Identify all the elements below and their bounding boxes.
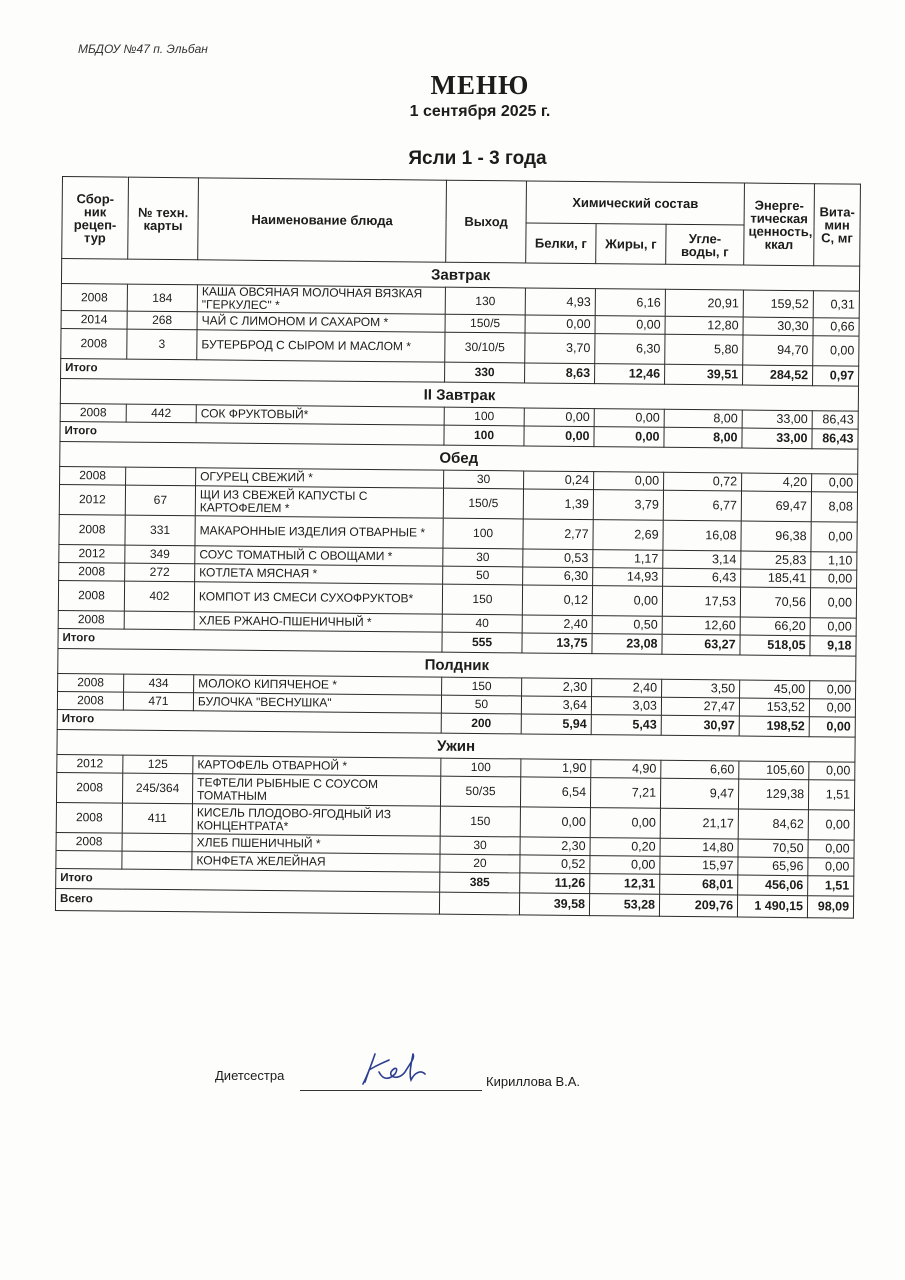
proteins-cell: 6,54: [520, 777, 590, 808]
sbornik-cell: 2008: [60, 403, 126, 422]
tech-card-cell: 125: [123, 755, 193, 774]
sbornik-cell: 2008: [58, 580, 124, 611]
sbornik-cell: 2012: [59, 544, 125, 563]
dish-name-cell: ТЕФТЕЛИ РЫБНЫЕ С СОУСОМ ТОМАТНЫМ: [192, 774, 440, 806]
total-proteins: 13,75: [522, 633, 592, 654]
col-header-proteins: Белки, г: [526, 223, 596, 264]
output-cell: 150: [440, 806, 520, 837]
total-proteins: 11,26: [520, 873, 590, 894]
output-cell: 100: [443, 518, 523, 549]
fats-cell: 3,79: [593, 490, 663, 521]
vitamin-c-cell: 0,00: [810, 588, 856, 618]
dish-name-cell: СОК ФРУКТОВЫЙ*: [196, 405, 444, 425]
vitamin-c-cell: 0,00: [808, 858, 854, 876]
output-cell: 50/35: [440, 776, 520, 807]
energy-cell: 65,96: [738, 857, 808, 876]
col-header-dish-name: Наименование блюда: [198, 178, 447, 262]
vitamin-c-cell: 0,00: [810, 681, 856, 699]
output-cell: 150/5: [445, 314, 525, 333]
sbornik-cell: 2008: [59, 514, 125, 545]
total-carbs: 39,51: [665, 364, 743, 385]
energy-cell: 70,50: [738, 839, 808, 858]
sbornik-cell: 2012: [59, 484, 125, 515]
proteins-cell: 1,39: [523, 489, 593, 520]
total-vitamin-c: 9,18: [810, 636, 856, 656]
carbs-cell: 6,43: [663, 568, 741, 587]
col-header-energy: Энерге-тическая ценность, ккал: [744, 183, 815, 266]
section-title: Завтрак: [61, 259, 859, 292]
dish-name-cell: СОУС ТОМАТНЫЙ С ОВОЩАМИ *: [195, 546, 443, 566]
total-carbs: 68,01: [660, 874, 738, 895]
signature-line: [300, 1090, 482, 1091]
proteins-cell: 3,70: [525, 333, 595, 364]
signature-image: [355, 1050, 445, 1090]
carbs-cell: 20,91: [665, 289, 743, 317]
carbs-cell: 6,60: [661, 760, 739, 779]
tech-card-cell: 331: [125, 515, 195, 546]
sbornik-cell: 2008: [58, 673, 124, 692]
total-proteins: 8,63: [525, 363, 595, 384]
output-cell: 100: [441, 758, 521, 777]
output-cell: 40: [442, 614, 522, 633]
total-label: Итого: [57, 709, 441, 733]
grand-total-energy: 1 490,15: [737, 895, 807, 918]
sbornik-cell: 2008: [60, 466, 126, 485]
total-label: Итого: [56, 868, 440, 892]
proteins-cell: 0,00: [524, 408, 594, 427]
proteins-cell: 2,30: [520, 837, 590, 856]
output-cell: 30: [444, 470, 524, 489]
vitamin-c-cell: 0,00: [811, 570, 857, 588]
tech-card-cell: 3: [127, 329, 197, 360]
menu-date: 1 сентября 2025 г.: [409, 103, 551, 120]
tech-card-cell: 402: [124, 581, 194, 612]
organization-name: МБДОУ №47 п. Эльбан: [78, 42, 208, 56]
carbs-cell: 14,80: [660, 838, 738, 857]
energy-cell: 70,56: [740, 587, 810, 618]
carbs-cell: 27,47: [661, 697, 739, 716]
total-vitamin-c: 0,97: [813, 366, 859, 386]
carbs-cell: 3,50: [662, 679, 740, 698]
total-output: 555: [442, 632, 522, 653]
tech-card-cell: [124, 611, 194, 630]
proteins-cell: 2,40: [522, 615, 592, 634]
col-header-tech-card: № техн. карты: [128, 177, 199, 260]
total-output: 330: [445, 362, 525, 383]
tech-card-cell: 434: [124, 674, 194, 693]
energy-cell: 105,60: [739, 761, 809, 780]
tech-card-cell: 442: [126, 404, 196, 423]
dish-name-cell: КАРТОФЕЛЬ ОТВАРНОЙ *: [193, 756, 441, 776]
fats-cell: 0,50: [592, 616, 662, 635]
age-group-title: Ясли 1 - 3 года: [408, 148, 547, 169]
fats-cell: 0,00: [595, 316, 665, 335]
carbs-cell: 9,47: [660, 778, 738, 809]
output-cell: 50: [441, 695, 521, 714]
vitamin-c-cell: 0,00: [809, 762, 855, 780]
vitamin-c-cell: 8,08: [811, 492, 857, 522]
total-proteins: 0,00: [524, 426, 594, 447]
tech-card-cell: 184: [127, 284, 197, 312]
fats-cell: 3,03: [591, 697, 661, 716]
output-cell: 30/10/5: [445, 332, 525, 363]
vitamin-c-cell: 0,00: [808, 840, 854, 858]
fats-cell: 1,17: [593, 550, 663, 569]
proteins-cell: 2,77: [523, 519, 593, 550]
energy-cell: 84,62: [738, 809, 808, 840]
signature-name: Кириллова В.А.: [486, 1074, 581, 1089]
sbornik-cell: 2008: [56, 772, 122, 803]
fats-cell: 14,93: [593, 568, 663, 587]
energy-cell: 94,70: [743, 335, 813, 366]
total-carbs: 8,00: [664, 427, 742, 448]
carbs-cell: 16,08: [663, 520, 741, 551]
dish-name-cell: КОМПОТ ИЗ СМЕСИ СУХОФРУКТОВ*: [194, 582, 442, 614]
sbornik-cell: 2008: [59, 562, 125, 581]
vitamin-c-cell: 0,00: [812, 474, 858, 492]
grand-total-fats: 53,28: [589, 894, 659, 917]
vitamin-c-cell: 0,00: [808, 810, 854, 840]
carbs-cell: 0,72: [664, 472, 742, 491]
tech-card-cell: 268: [127, 311, 197, 330]
dish-name-cell: КАША ОВСЯНАЯ МОЛОЧНАЯ ВЯЗКАЯ "ГЕРКУЛЕС" *: [197, 285, 445, 314]
dish-name-cell: ЧАЙ С ЛИМОНОМ И САХАРОМ *: [197, 312, 445, 332]
proteins-cell: 0,00: [525, 315, 595, 334]
tech-card-cell: [126, 467, 196, 486]
output-cell: 50: [443, 566, 523, 585]
total-energy: 456,06: [738, 875, 808, 896]
output-cell: 150: [442, 677, 522, 696]
grand-total-output: [439, 892, 519, 915]
total-output: 100: [444, 425, 524, 446]
energy-cell: 66,20: [740, 617, 810, 636]
fats-cell: 0,00: [594, 472, 664, 491]
dish-name-cell: КОНФЕТА ЖЕЛЕЙНАЯ: [192, 852, 440, 872]
tech-card-cell: 67: [125, 485, 195, 516]
total-vitamin-c: 0,00: [809, 717, 855, 737]
signature-role: Диетсестра: [215, 1068, 285, 1083]
grand-total-vitamin-c: 98,09: [807, 896, 853, 918]
tech-card-cell: 245/364: [122, 773, 192, 804]
energy-cell: 96,38: [741, 521, 811, 552]
tech-card-cell: [122, 851, 192, 870]
total-label: Итого: [60, 421, 444, 445]
carbs-cell: 15,97: [660, 856, 738, 875]
energy-cell: 129,38: [738, 779, 808, 810]
total-vitamin-c: 1,51: [808, 876, 854, 896]
proteins-cell: 0,12: [522, 585, 592, 616]
fats-cell: 0,00: [592, 586, 662, 617]
total-fats: 0,00: [594, 427, 664, 448]
fats-cell: 2,69: [593, 520, 663, 551]
carbs-cell: 17,53: [662, 586, 740, 617]
vitamin-c-cell: 1,10: [811, 552, 857, 570]
proteins-cell: 1,90: [521, 759, 591, 778]
proteins-cell: 2,30: [522, 678, 592, 697]
carbs-cell: 8,00: [664, 409, 742, 428]
total-output: 385: [440, 872, 520, 893]
menu-sheet: [55, 176, 860, 919]
vitamin-c-cell: 0,66: [813, 318, 859, 336]
section-title: II Завтрак: [60, 378, 858, 411]
total-fats: 5,43: [591, 715, 661, 736]
sbornik-cell: 2008: [61, 328, 127, 359]
fats-cell: 6,30: [595, 334, 665, 365]
sbornik-cell: [56, 850, 122, 869]
total-vitamin-c: 86,43: [812, 429, 858, 449]
output-cell: 150: [442, 584, 522, 615]
tech-card-cell: [122, 833, 192, 852]
section-title: Обед: [60, 441, 858, 474]
col-header-fats: Жиры, г: [596, 224, 666, 265]
total-fats: 23,08: [592, 634, 662, 655]
carbs-cell: 3,14: [663, 550, 741, 569]
proteins-cell: 0,24: [524, 471, 594, 490]
carbs-cell: 21,17: [660, 808, 738, 839]
tech-card-cell: 349: [125, 545, 195, 564]
energy-cell: 45,00: [740, 680, 810, 699]
vitamin-c-cell: 0,00: [813, 336, 859, 366]
carbs-cell: 12,80: [665, 316, 743, 335]
fats-cell: 0,00: [590, 808, 660, 839]
grand-total-label: Всего: [55, 888, 439, 914]
proteins-cell: 6,30: [523, 567, 593, 586]
col-header-output: Выход: [446, 180, 527, 263]
vitamin-c-cell: 0,00: [810, 618, 856, 636]
col-header-vitamin-c: Вита-мин С, мг: [814, 184, 861, 266]
fats-cell: 0,00: [590, 856, 660, 875]
proteins-cell: 3,64: [521, 696, 591, 715]
output-cell: 30: [440, 836, 520, 855]
tech-card-cell: 471: [123, 692, 193, 711]
tech-card-cell: 272: [125, 563, 195, 582]
menu-table: [55, 176, 861, 919]
carbs-cell: 12,60: [662, 616, 740, 635]
section-title: Полдник: [58, 648, 856, 681]
vitamin-c-cell: 1,51: [808, 780, 854, 810]
vitamin-c-cell: 86,43: [812, 411, 858, 429]
sbornik-cell: 2014: [61, 310, 127, 329]
proteins-cell: 0,52: [520, 855, 590, 874]
total-fats: 12,46: [595, 364, 665, 385]
dish-name-cell: ХЛЕБ РЖАНО-ПШЕНИЧНЫЙ *: [194, 612, 442, 632]
output-cell: 150/5: [443, 488, 523, 519]
section-title: Ужин: [57, 729, 855, 762]
output-cell: 30: [443, 548, 523, 567]
dish-name-cell: БУТЕРБРОД С СЫРОМ И МАСЛОМ *: [197, 330, 445, 362]
vitamin-c-cell: 0,31: [813, 291, 859, 318]
col-header-sbornik: Сбор-ник рецеп-тур: [62, 177, 129, 260]
energy-cell: 30,30: [743, 317, 813, 336]
vitamin-c-cell: 0,00: [809, 699, 855, 717]
sbornik-cell: 2008: [56, 832, 122, 851]
total-carbs: 63,27: [662, 634, 740, 655]
sbornik-cell: 2008: [61, 283, 127, 311]
energy-cell: 4,20: [742, 473, 812, 492]
sbornik-cell: 2008: [57, 691, 123, 710]
dish-name-cell: ОГУРЕЦ СВЕЖИЙ *: [196, 468, 444, 488]
dish-name-cell: МАКАРОННЫЕ ИЗДЕЛИЯ ОТВАРНЫЕ *: [195, 516, 443, 548]
fats-cell: 0,00: [594, 409, 664, 428]
vitamin-c-cell: 0,00: [811, 522, 857, 552]
dish-name-cell: ХЛЕБ ПШЕНИЧНЫЙ *: [192, 834, 440, 854]
sbornik-cell: 2008: [58, 610, 124, 629]
total-label: Итого: [61, 358, 445, 382]
dish-name-cell: КОТЛЕТА МЯСНАЯ *: [195, 564, 443, 584]
proteins-cell: 0,00: [520, 807, 590, 838]
fats-cell: 4,90: [591, 760, 661, 779]
grand-total-proteins: 39,58: [519, 893, 589, 916]
carbs-cell: 6,77: [663, 490, 741, 521]
total-label: Итого: [58, 628, 442, 652]
energy-cell: 153,52: [739, 698, 809, 717]
col-header-chemical: Химический состав: [526, 181, 744, 225]
menu-title: МЕНЮ: [430, 70, 530, 100]
grand-total-carbs: 209,76: [659, 894, 737, 917]
tech-card-cell: 411: [122, 803, 192, 834]
fats-cell: 7,21: [590, 778, 660, 809]
fats-cell: 6,16: [595, 289, 665, 317]
dish-name-cell: МОЛОКО КИПЯЧЕНОЕ *: [194, 675, 442, 695]
output-cell: 20: [440, 854, 520, 873]
total-carbs: 30,97: [661, 715, 739, 736]
total-fats: 12,31: [590, 874, 660, 895]
energy-cell: 69,47: [741, 491, 811, 522]
energy-cell: 159,52: [743, 290, 813, 318]
total-energy: 518,05: [740, 635, 810, 656]
dish-name-cell: БУЛОЧКА "ВЕСНУШКА": [193, 693, 441, 713]
dish-name-cell: КИСЕЛЬ ПЛОДОВО-ЯГОДНЫЙ ИЗ КОНЦЕНТРАТА*: [192, 804, 440, 836]
total-energy: 198,52: [739, 716, 809, 737]
fats-cell: 0,20: [590, 838, 660, 857]
menu-body: [55, 259, 859, 919]
proteins-cell: 4,93: [525, 288, 595, 316]
output-cell: 100: [444, 407, 524, 426]
col-header-carbs: Угле-воды, г: [666, 224, 744, 265]
output-cell: 130: [445, 287, 525, 315]
energy-cell: 185,41: [741, 569, 811, 588]
total-energy: 33,00: [742, 428, 812, 449]
dish-name-cell: ЩИ ИЗ СВЕЖЕЙ КАПУСТЫ С КАРТОФЕЛЕМ *: [195, 486, 443, 518]
carbs-cell: 5,80: [665, 334, 743, 365]
total-proteins: 5,94: [521, 714, 591, 735]
sbornik-cell: 2012: [57, 754, 123, 773]
fats-cell: 2,40: [592, 679, 662, 698]
energy-cell: 33,00: [742, 410, 812, 429]
total-output: 200: [441, 713, 521, 734]
energy-cell: 25,83: [741, 551, 811, 570]
proteins-cell: 0,53: [523, 549, 593, 568]
total-energy: 284,52: [743, 365, 813, 386]
sbornik-cell: 2008: [56, 802, 122, 833]
